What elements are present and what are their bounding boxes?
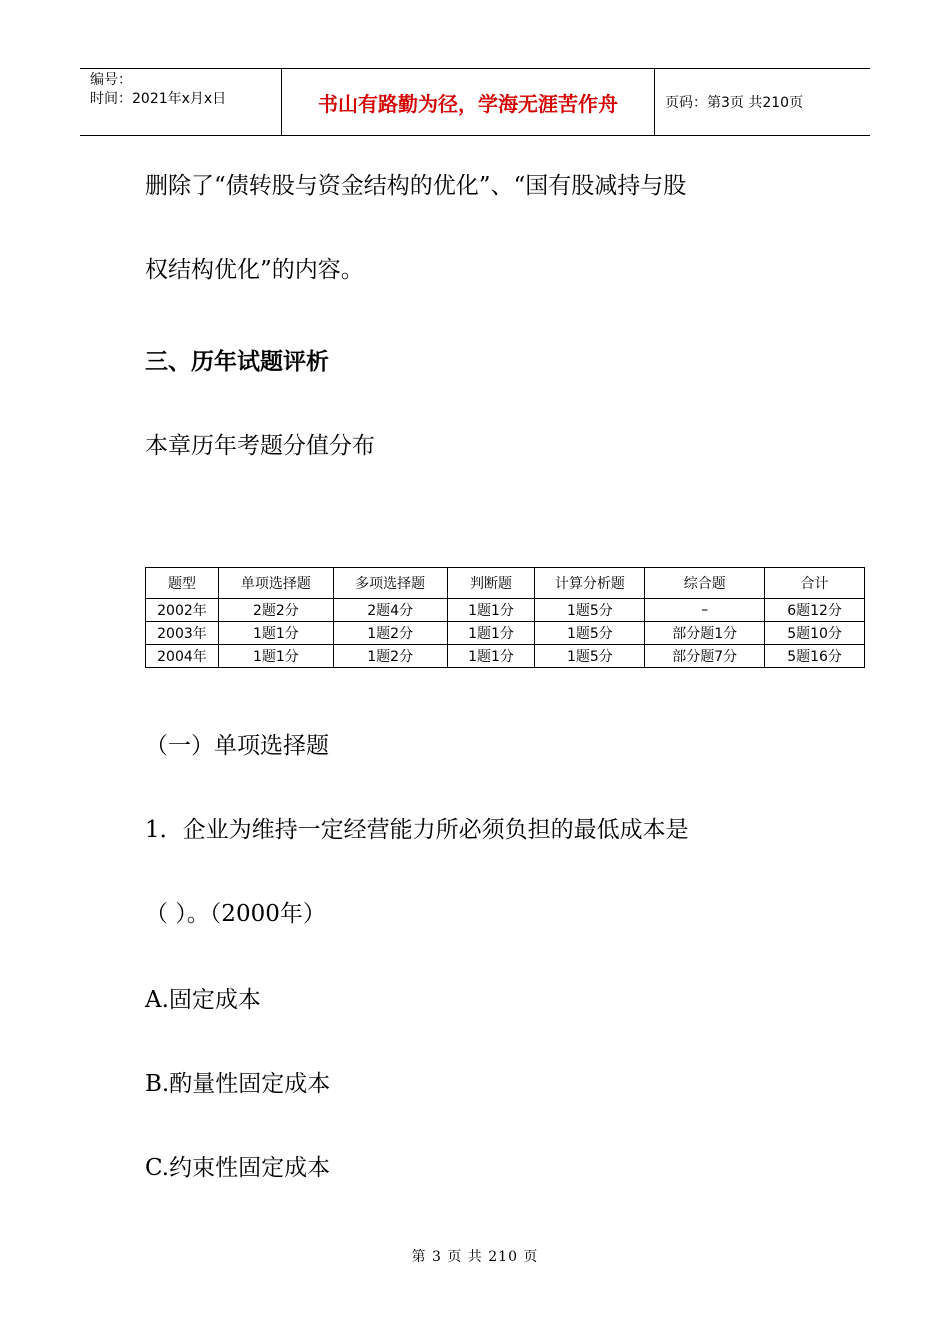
table-header-cell: 判断题 [447, 568, 535, 599]
option-c: C.约束性固定成本 [145, 1155, 331, 1181]
table-header-cell: 多项选择题 [333, 568, 447, 599]
paragraph-line: 删除了“债转股与资金结构的优化”、“国有股减持与股 [145, 173, 687, 199]
paragraph-line: 权结构优化”的内容。 [145, 257, 364, 283]
table-cell: 2004年 [146, 645, 219, 668]
table-cell: 部分题1分 [645, 622, 765, 645]
header-motto: 书山有路勤为径，学海无涯苦作舟 [282, 69, 655, 135]
page-footer: 第 3 页 共 210 页 [411, 1249, 539, 1265]
table-cell: 5题16分 [765, 645, 865, 668]
table-cell: 1题1分 [447, 599, 535, 622]
table-header-cell: 计算分析题 [535, 568, 645, 599]
table-cell: 6题12分 [765, 599, 865, 622]
header-meta [80, 69, 282, 135]
time-label: 时间：2021年x月x日 [90, 91, 227, 107]
table-row [146, 622, 865, 645]
table-header-cell: 单项选择题 [218, 568, 333, 599]
table-caption: 本章历年考题分值分布 [145, 433, 375, 459]
table-cell: 1题5分 [535, 645, 645, 668]
table-cell: 2003年 [146, 622, 219, 645]
question-text: （ ）。（2000年） [145, 901, 326, 927]
table-cell: 1题5分 [535, 599, 645, 622]
table-cell: 1题1分 [447, 645, 535, 668]
table-header-row [146, 568, 865, 599]
section-heading: 三、历年试题评析 [145, 349, 329, 375]
table-cell: 2题2分 [218, 599, 333, 622]
table-cell: 部分题7分 [645, 645, 765, 668]
table-row [146, 599, 865, 622]
table-cell: 1题1分 [218, 645, 333, 668]
page-header [80, 68, 870, 136]
table-cell: 2题4分 [333, 599, 447, 622]
option-a: A.固定成本 [145, 987, 261, 1013]
score-distribution-table [145, 567, 865, 668]
table-header-cell: 题型 [146, 568, 219, 599]
table-header-cell: 合计 [765, 568, 865, 599]
table-cell: 1题2分 [333, 622, 447, 645]
table-cell: – [645, 599, 765, 622]
question-text: 1．企业为维持一定经营能力所必须负担的最低成本是 [145, 817, 689, 843]
table-cell: 2002年 [146, 599, 219, 622]
option-b: B.酌量性固定成本 [145, 1071, 331, 1097]
table-cell: 5题10分 [765, 622, 865, 645]
table-cell: 1题1分 [218, 622, 333, 645]
table-cell: 1题1分 [447, 622, 535, 645]
table-cell: 1题2分 [333, 645, 447, 668]
header-page-label: 页码：第3页 共210页 [665, 95, 804, 111]
table-cell: 1题5分 [535, 622, 645, 645]
table-header-cell: 综合题 [645, 568, 765, 599]
subheading: （一）单项选择题 [145, 733, 329, 759]
number-label: 编号： [90, 72, 132, 88]
table-row [146, 645, 865, 668]
